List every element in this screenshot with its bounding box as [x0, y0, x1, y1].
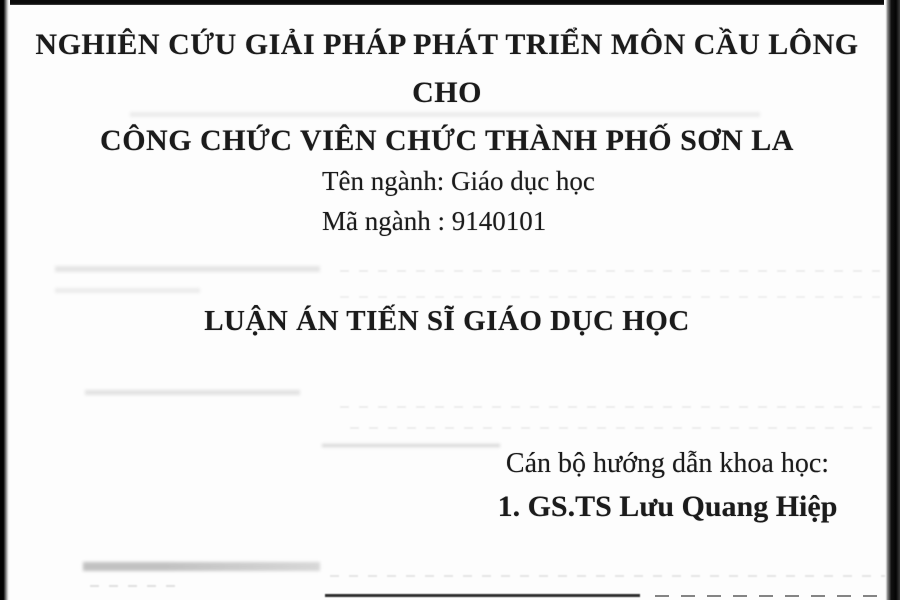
program-field-name: Tên ngành: Giáo dục học	[322, 166, 595, 196]
scan-smudge	[330, 575, 885, 577]
program-field-code: Mã ngành : 9140101	[322, 206, 547, 236]
scan-smudge	[55, 266, 320, 272]
scan-smudge	[90, 585, 175, 587]
thesis-title-line2: CÔNG CHỨC VIÊN CHỨC THÀNH PHỐ SƠN LA	[100, 124, 794, 157]
supervisor-section	[495, 448, 840, 524]
scan-border-right	[884, 0, 900, 600]
scan-smudge	[55, 288, 200, 293]
scan-smudge	[340, 270, 880, 272]
thesis-title-line1: NGHIÊN CỨU GIẢI PHÁP PHÁT TRIỂN MÔN CẦU LÔNG CHO	[35, 28, 859, 109]
program-info	[322, 161, 595, 241]
thesis-title	[14, 21, 880, 165]
thesis-type: LUẬN ÁN TIẾN SĨ GIÁO DỤC HỌC	[204, 305, 690, 337]
bottom-rule-dashed	[655, 595, 888, 597]
scan-smudge	[83, 562, 320, 571]
scan-smudge	[350, 427, 880, 429]
scan-smudge	[322, 444, 500, 447]
scan-smudge	[130, 112, 760, 117]
scan-smudge	[340, 406, 880, 408]
bottom-rule-solid	[325, 594, 640, 597]
scan-border-left	[0, 0, 10, 600]
scan-smudge	[340, 296, 880, 298]
scan-smudge	[85, 390, 300, 395]
supervisor-name: 1. GS.TS Lưu Quang Hiệp	[497, 490, 838, 523]
supervisor-heading: Cán bộ hướng dẫn khoa học:	[505, 448, 830, 479]
scan-border-top	[0, 0, 900, 5]
